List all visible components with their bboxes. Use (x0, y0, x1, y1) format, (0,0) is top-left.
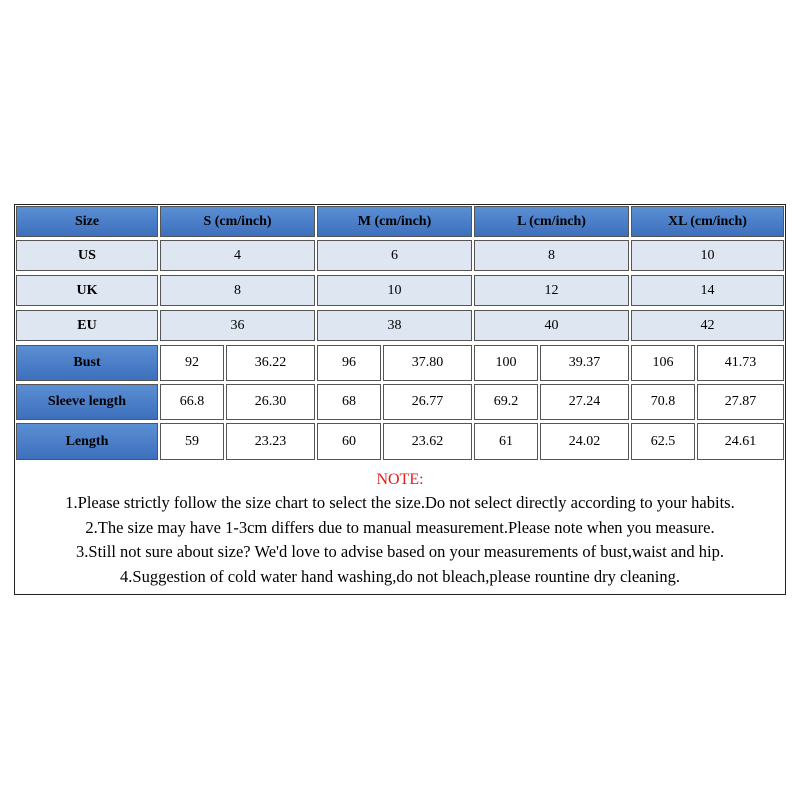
length-m-inch: 23.62 (383, 423, 472, 460)
sleeve-xl-cm: 70.8 (631, 384, 695, 420)
bust-m-cm: 96 (317, 345, 381, 381)
eu-label: EU (16, 310, 158, 341)
sleeve-m-cm: 68 (317, 384, 381, 420)
note-line-3: 3.Still not sure about size? We'd love to advise based on your measurements of bust,waist and hip. (76, 542, 724, 561)
uk-xl-value: 14 (631, 275, 784, 306)
us-label: US (16, 240, 158, 271)
size-s-header: S (cm/inch) (160, 206, 315, 237)
uk-m-value: 10 (317, 275, 472, 306)
length-s-cm: 59 (160, 423, 224, 460)
us-s-value: 4 (160, 240, 315, 271)
note-line-2: 2.The size may have 1-3cm differs due to manual measurement.Please note when you measure. (85, 517, 715, 537)
note-line-1: 1.Please strictly follow the size chart to select the size.Do not select directly according to your habits. (65, 493, 735, 512)
sleeve-length-label: Sleeve length (16, 384, 158, 420)
sleeve-m-inch: 26.77 (383, 384, 472, 420)
size-xl-header: XL (cm/inch) (631, 206, 784, 237)
note-line-4: 4.Suggestion of cold water hand washing,do not bleach,please rountine dry cleaning. (120, 566, 680, 586)
sleeve-l-cm: 69.2 (474, 384, 538, 420)
length-l-inch: 24.02 (540, 423, 629, 460)
eu-s-value: 36 (160, 310, 315, 341)
bust-m-inch: 37.80 (383, 345, 472, 381)
length-m-cm: 60 (317, 423, 381, 460)
length-xl-inch: 24.61 (697, 423, 784, 460)
size-header: Size (16, 206, 158, 237)
bust-xl-cm: 106 (631, 345, 695, 381)
uk-label: UK (16, 275, 158, 306)
note-section (15, 463, 785, 589)
bust-l-cm: 100 (474, 345, 538, 381)
length-label: Length (16, 423, 158, 460)
uk-s-value: 8 (160, 275, 315, 306)
size-m-header: M (cm/inch) (317, 206, 472, 237)
sleeve-xl-inch: 27.87 (697, 384, 784, 420)
sleeve-l-inch: 27.24 (540, 384, 629, 420)
bust-s-inch: 36.22 (226, 345, 315, 381)
size-chart (14, 204, 786, 595)
us-l-value: 8 (474, 240, 629, 271)
size-l-header: L (cm/inch) (474, 206, 629, 237)
sleeve-s-inch: 26.30 (226, 384, 315, 420)
eu-l-value: 40 (474, 310, 629, 341)
bust-label: Bust (16, 345, 158, 381)
length-xl-cm: 62.5 (631, 423, 695, 460)
bust-s-cm: 92 (160, 345, 224, 381)
bust-xl-inch: 41.73 (697, 345, 784, 381)
bust-l-inch: 39.37 (540, 345, 629, 381)
length-s-inch: 23.23 (226, 423, 315, 460)
uk-l-value: 12 (474, 275, 629, 306)
note-title: NOTE: (376, 471, 424, 488)
eu-m-value: 38 (317, 310, 472, 341)
us-m-value: 6 (317, 240, 472, 271)
us-xl-value: 10 (631, 240, 784, 271)
length-l-cm: 61 (474, 423, 538, 460)
eu-xl-value: 42 (631, 310, 784, 341)
sleeve-s-cm: 66.8 (160, 384, 224, 420)
